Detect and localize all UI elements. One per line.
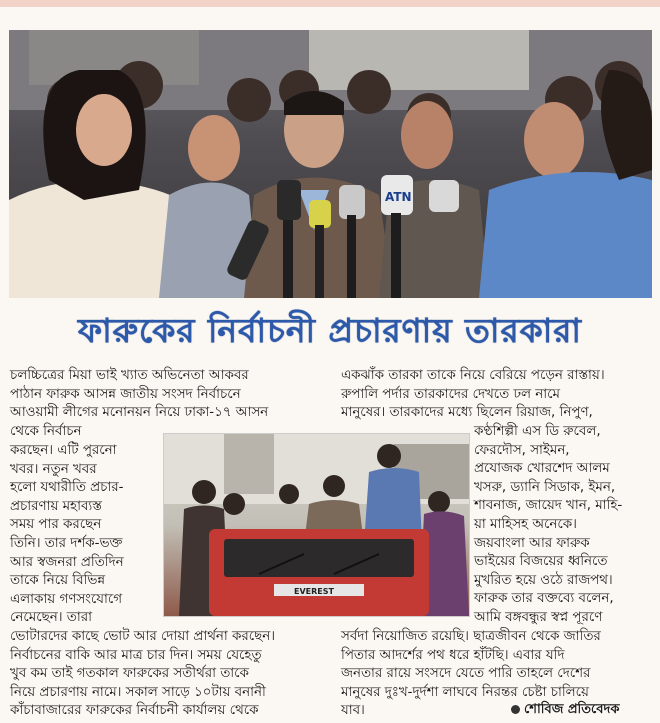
text-line: আমি বঙ্গবন্ধুর স্বপ্ন পূরণে <box>474 609 603 625</box>
text-line: হলো যথারীতি প্রচার- <box>10 480 124 496</box>
text-line: তাকে নিয়ে বিভিন্ন <box>10 573 106 589</box>
left-column-wrap <box>10 442 124 628</box>
text-line: পিতার আদর্শের পথ ধরে হাঁটছি। এবার যদি <box>341 647 565 663</box>
text-line: তিনি। তার দর্শক-ভক্ত <box>10 535 123 551</box>
text-line: নির্বাচনের বাকি আর মাত্র চার দিন। সময় যেহেতু <box>10 647 262 663</box>
text-line: নেমেছেন। তারা <box>10 610 92 626</box>
bullet-icon <box>511 705 520 714</box>
right-column-wrap <box>474 423 622 628</box>
inset-campaign-photo <box>163 433 470 617</box>
left-column-bottom <box>10 628 275 721</box>
text-line: থেকে নির্বাচন <box>10 423 82 439</box>
text-line: ভোটারদের কাছে ভোট আর দোয়া প্রার্থনা করছেন। <box>10 629 276 644</box>
campaign-truck-illustration <box>164 434 469 616</box>
left-column-top <box>10 367 268 441</box>
truck-brand-label: EVEREST <box>294 587 334 596</box>
headline: ফারুকের নির্বাচনী প্রচারণায় তারকারা <box>78 311 582 350</box>
text-line: খসরু, ড্যানি সিডাক, ইমন, <box>474 479 616 495</box>
text-line: ফেরদৌস, সাইমন, <box>474 442 570 458</box>
top-accent-bar <box>0 0 660 7</box>
text-line: মুখরিত হয়ে ওঠে রাজপথ। <box>474 572 613 588</box>
text-line: খুব কম তাই গতকাল ফারুকের সতীর্থরা তাকে <box>10 666 249 682</box>
text-line: চলচ্চিত্রের মিয়া ভাই খ্যাত অভিনেতা আকবর <box>10 368 249 383</box>
text-line: সর্বদা নিয়োজিত রয়েছি। ছাত্রজীবন থেকে জাতির <box>341 629 601 644</box>
text-line: ভাইয়ের বিজয়ের ধ্বনিতে <box>474 554 608 570</box>
text-line: ফারুক তার বক্তব্যে বলেন, <box>474 591 614 607</box>
text-line: আওয়ামী লীগের মনোনয়ন নিয়ে ঢাকা-১৭ আসন <box>10 405 269 421</box>
text-line: য়া মাহিসহ অনেকে। <box>474 516 577 532</box>
text-line: এলাকায় গণসংযোগে <box>10 591 123 607</box>
press-conference-illustration <box>9 30 652 298</box>
text-line: পাঠান ফারুক আসন্ন জাতীয় সংসদ নির্বাচনে <box>10 386 241 402</box>
text-line: প্রচারণায় মহাব্যস্ত <box>10 498 102 514</box>
text-line: যাব। <box>341 703 365 719</box>
text-line: কাঁচাবাজারের ফারুকের নির্বাচনী কার্যালয় থেকে <box>10 703 259 719</box>
text-line: জয়বাংলা আর ফারুক <box>474 535 590 551</box>
right-column-top <box>341 367 605 423</box>
text-line: মানুষের। তারকাদের মধ্যে ছিলেন রিয়াজ, নিপুণ, <box>341 405 593 421</box>
text-line: প্রযোজক খোরশেদ আলম <box>474 461 610 477</box>
text-line: কণ্ঠশিল্পী এস ডি রুবেল, <box>474 424 601 439</box>
byline <box>511 700 619 721</box>
text-line: করছেন। এটি পুরনো <box>10 443 117 458</box>
text-line: শাবনাজ, জায়েদ খান, মাহি- <box>474 498 623 514</box>
text-line: খবর। নতুন খবর <box>10 461 97 477</box>
text-line: রুপালি পর্দার তারকাদের দেখতে ঢল নামে <box>341 386 560 402</box>
text-line: একঝাঁক তারকা তাকে নিয়ে বেরিয়ে পড়েন রাস্তায়। <box>341 368 605 383</box>
text-line: নিয়ে প্রচারণায় নামে। সকাল সাড়ে ১০টায় বনানী <box>10 684 266 700</box>
text-line: সময় পার করছেন <box>10 517 102 533</box>
byline-text: শোবিজ প্রতিবেদক <box>524 702 620 717</box>
text-line: আর স্বজনরা প্রতিদিন <box>10 554 124 570</box>
atn-mic-label: ATN <box>385 190 412 204</box>
text-line: জনতার রায়ে সংসদে যেতে পারি তাহলে দেশের <box>341 666 591 682</box>
main-news-photo <box>9 30 652 298</box>
text-line: মানুষের দুঃখ-দুর্দশা লাঘবে নিরন্তর চেষ্টা চালিয়ে <box>341 684 589 700</box>
